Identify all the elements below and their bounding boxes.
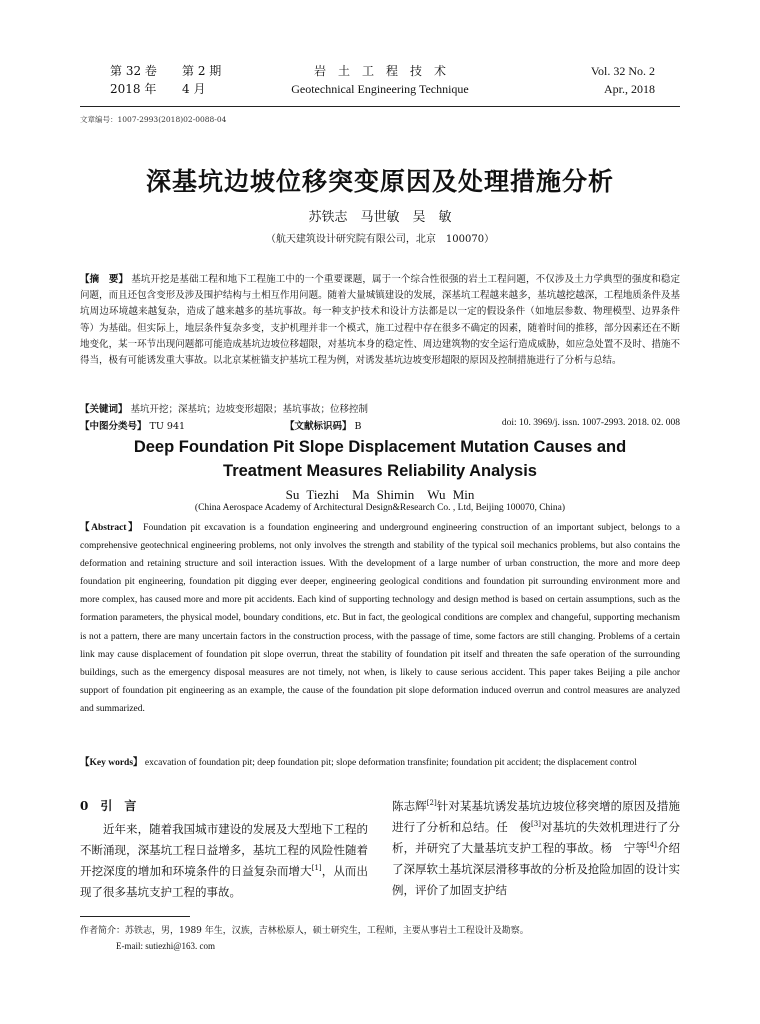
abstract-en-label: 【Abstract】: [80, 523, 140, 533]
keywords-en-text: excavation of foundation pit; deep foundation pit; slope deformation transfinite; foundation pit accident; the displacement control: [144, 758, 637, 768]
intro-text-d: 介绍了深厚软土基坑深层滑移事故的分析及抢险加固的设计实例，评价了加固支护结: [392, 841, 681, 897]
footnote-rule: [80, 916, 190, 917]
intro-text-b: 针对某基坑诱发基坑边坡位移突增的原因及措施进行了分析和总结。任 俊: [392, 799, 681, 834]
author-footnote: [80, 924, 680, 954]
intro-text-c: 对基坑的失效机理进行了分析，并研究了大量基坑支护工程的事故。杨 宁等: [392, 820, 681, 855]
clc-value: TU 941: [149, 421, 186, 432]
body-column-right: [392, 796, 680, 901]
abstract-cn: [80, 272, 680, 369]
abstract-cn-text: 基坑开挖是基础工程和地下工程施工中的一个重要课题，属于一个综合性很强的岩土工程问题，不仅涉及土力学典型的强度和稳定问题，而且还包含变形及涉及围护结构与土相互作用问题。随着大量城镇建设的发展，深基坑工程越来越多，基坑越挖越深，工程地质条件及基坑周边环境越来越复杂，造成了越来越多的基坑事故。每一种支护技术和设计方法都是以一定的假设条件（如地层参数、物理模型、边界条件等）为基础。但实际上，地层条件复杂多变，支护机理并非一个模式，施工过程中存在很多不确定的因素，随着时间的推移，部分因素还在不断地变化，某一环节出现问题都可能造成基坑边坡位移超限，对基坑本身的稳定性、周边建筑物的安全运行造成威胁，如应急处置不及时、措施不得当，极有可能诱发重大事故。以北京某桩锚支护基坑工程为例，对诱发基坑边坡变形超限的原因及控制措施进行了分析与总结。: [80, 274, 680, 367]
abstract-en: [80, 519, 680, 718]
abstract-cn-label: 【摘 要】: [80, 274, 129, 285]
authors-en: Su Tiezhi Ma Shimin Wu Min: [285, 487, 475, 502]
citation-3[interactable]: [3]: [531, 820, 541, 829]
keywords-en: [80, 754, 680, 772]
citation-1[interactable]: [1]: [311, 864, 322, 873]
affiliation-cn: （航天建筑设计研究院有限公司，北京 100070）: [265, 234, 495, 245]
volume-en: Vol. 32 No. 2: [590, 64, 655, 78]
intro-text-end: ，从而出现了很多基坑支护工程的事故。: [80, 864, 369, 899]
intro-text-a: 陈志辉: [392, 799, 427, 813]
title-en: [0, 435, 760, 483]
author-email[interactable]: E-mail: sutiezhi@163. com: [116, 941, 216, 951]
section-heading-intro: 0 引 言: [80, 799, 137, 813]
keywords-cn-text: 基坑开挖；深基坑；边坡变形超限；基坑事故；位移控制: [130, 404, 369, 415]
citation-4[interactable]: [4]: [646, 841, 657, 850]
body-column-left: [80, 796, 368, 903]
year-cn: 2018 年: [110, 82, 157, 96]
intro-paragraph: [80, 819, 368, 903]
volume-cn: 第 32 卷: [110, 64, 157, 78]
citation-2[interactable]: [2]: [426, 799, 437, 808]
keywords-cn: [80, 401, 680, 415]
classification-row: [80, 418, 680, 432]
journal-name-en: Geotechnical Engineering Technique: [291, 82, 469, 96]
header-volume-en: [591, 62, 655, 98]
doc-code-value: B: [354, 421, 362, 432]
doi: doi: 10. 3969/j. issn. 1007-2993. 2018. 02. 008: [501, 418, 680, 428]
keywords-cn-label: 【关键词】: [80, 404, 128, 415]
intro-paragraph-continued: [392, 796, 680, 901]
abstract-en-text: Foundation pit excavation is a foundation engineering and underground engineering construction of an important subject, belongs to a comprehensive geotechnical engineering problems, not only involves the strength and stability of the typical soil mechanics problems, but also contains the deformation and retaining structure and soil interaction issues. With the development of a large number of urban construction, the more and more deep foundation pit engineering, foundation pit digging ever deeper, engineering geological conditions and foundation pit surrounding environment more and more complex, has caused more and more pit accidents. Each kind of supporting technology and design method is based on certain assumptions, such as the formation parameters, the physical model, boundary conditions, etc. But in fact, the geological conditions are complex and changeful, supporting mechanism is not a pattern, there are many uncertain factors in the construction process, with the passage of time, some factors are still changing. Problems of a certain link may cause displacement of foundation pit slope overrun, threat the stability of foundation pit itself and threaten the safe operation of the surrounding buildings, such as the emergency disposal measures are not timely, not when, is likely to cause serious accident. This paper takes Beijing a pile anchor support of foundation pit engineering as an example, the cause of the foundation pit slope deformation induced overrun and control measures are analyzed and summarized.: [80, 523, 680, 714]
title-en-line2: Treatment Measures Reliability Analysis: [223, 462, 537, 480]
intro-text: 近年来，随着我国城市建设的发展及大型地下工程的不断涌现，深基坑工程日益增多，基坑工程的风险性随着开挖深度的增加和环境条件的日益复杂而增大: [80, 822, 368, 878]
keywords-en-label: 【Key words】: [80, 758, 143, 768]
header-rule: [80, 106, 680, 107]
clc-label: 【中图分类号】: [80, 421, 147, 432]
title-cn: 深基坑边坡位移突变原因及处理措施分析: [145, 167, 614, 196]
date-en: Apr., 2018: [604, 82, 655, 96]
article-number: 文章编号：1007-2993(2018)02-0088-04: [80, 115, 227, 124]
title-en-line1: Deep Foundation Pit Slope Displacement Mutation Causes and: [133, 438, 627, 456]
issue-cn: 第 2 期: [182, 64, 222, 78]
month-cn: 4 月: [182, 82, 206, 96]
doc-code-label: 【文献标识码】: [285, 421, 352, 432]
journal-name-cn: 岩 土 工 程 技 术: [313, 64, 446, 78]
affiliation-en: (China Aerospace Academy of Architectural Design&Research Co. , Ltd, Beijing 100070, China): [194, 503, 566, 513]
authors-cn: 苏铁志 马世敏 吴 敏: [308, 210, 452, 225]
author-bio: 作者简介：苏铁志，男，1989 年生，汉族，吉林松原人，硕士研究生，工程师，主要从事岩土工程设计及勘察。: [80, 926, 529, 936]
